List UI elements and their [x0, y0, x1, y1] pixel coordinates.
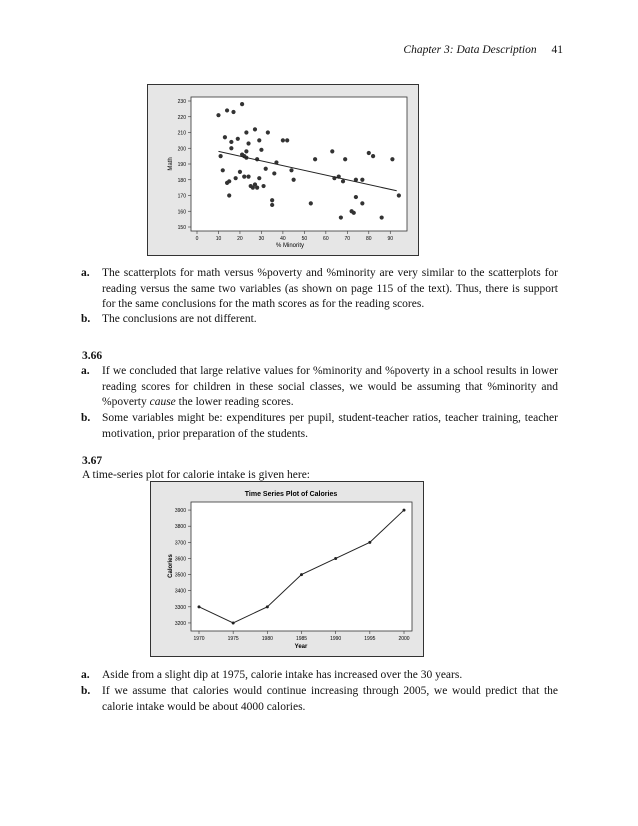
scatter-x-tick-label: 20 [237, 236, 243, 242]
chart-y-tick-label: 3800 [174, 524, 186, 531]
chapter-title: Chapter 3: Data Description [403, 44, 537, 56]
scatter-point [390, 157, 394, 161]
chart-y-tick-label: 3600 [174, 556, 186, 563]
chart-plot-area [191, 502, 412, 631]
scatter-plot-area [191, 97, 407, 231]
scatter-x-tick-label: 60 [323, 236, 329, 242]
scatter-point [266, 130, 270, 134]
scatter-point [272, 171, 276, 175]
scatter-point [227, 179, 231, 183]
scatter-point [236, 137, 240, 141]
scatter-y-tick-label: 230 [177, 99, 186, 105]
scatter-x-tick-label: 40 [280, 236, 286, 242]
scatter-point [285, 138, 289, 142]
answer-366-b-text: Some variables might be: expenditures per pupil, student-teacher ratios, teacher training, teacher motivation, prior preparation of the students. [102, 412, 558, 440]
scatter-point [225, 108, 229, 112]
answer-b-prev [81, 312, 558, 328]
chart-x-tick-label: 1985 [295, 636, 308, 642]
scatter-y-tick-label: 150 [177, 225, 186, 231]
scatter-point [339, 215, 343, 219]
scatter-point [255, 186, 259, 190]
chart-x-label: Year [294, 644, 308, 650]
chart-y-tick-label: 3200 [174, 620, 186, 627]
scatter-point [270, 198, 274, 202]
scatter-point [261, 184, 265, 188]
scatter-point [244, 130, 248, 134]
question-367-intro: A time-series plot for calorie intake is given here: [82, 469, 311, 481]
page-header [403, 44, 563, 56]
answer-366-a-label: a. [81, 365, 90, 377]
scatter-x-tick-label: 80 [366, 236, 372, 242]
chart-x-tick-label: 2000 [398, 636, 410, 642]
scatter-y-tick-label: 200 [177, 146, 186, 153]
scatter-point [309, 201, 313, 205]
scatter-point [360, 178, 364, 182]
scatter-y-tick-label: 180 [177, 177, 186, 184]
chart-data-point [198, 605, 201, 608]
chart-title: Time Series Plot of Calories [244, 491, 338, 498]
scatter-point [227, 193, 231, 197]
chart-data-point [266, 605, 269, 608]
answer-367-b-text: If we assume that calories would continue increasing through 2005, we would predict that the calorie intake would be about 4000 calories. [102, 685, 558, 713]
scatter-point [281, 138, 285, 142]
chart-x-tick-label: 1970 [193, 636, 205, 642]
scatter-point [229, 146, 233, 150]
scatter-point [270, 203, 274, 207]
question-number-366: 3.66 [82, 350, 103, 362]
scatter-point [221, 168, 225, 172]
scatter-y-tick-label: 170 [177, 193, 186, 200]
page-number: 41 [551, 44, 563, 56]
answer-367-a [81, 668, 558, 684]
scatter-x-tick-label: 10 [215, 236, 222, 242]
scatter-point [380, 215, 384, 219]
scatter-point [257, 138, 261, 142]
chart-x-tick-label: 1995 [364, 636, 376, 642]
scatter-point [257, 176, 261, 180]
scatter-y-label: Math [168, 157, 174, 171]
scatter-point [397, 193, 401, 197]
scatter-point [292, 178, 296, 182]
chart-y-label: Calories [168, 554, 174, 578]
time-series-frame [150, 481, 424, 657]
scatter-point [264, 167, 268, 171]
chart-data-point [403, 509, 406, 512]
scatter-point [341, 179, 345, 183]
question-number-367: 3.67 [82, 455, 103, 467]
scatter-plot [148, 85, 418, 255]
scatter-y-tick-label: 210 [177, 130, 186, 137]
chart-data-point [368, 541, 371, 544]
scatter-point [219, 154, 223, 158]
chart-y-tick-label: 3300 [174, 604, 186, 611]
scatter-point [360, 201, 364, 205]
answer-366-b [81, 411, 558, 442]
scatter-point [259, 148, 263, 152]
scatter-y-tick-label: 190 [177, 162, 186, 168]
answer-a-text: The scatterplots for math versus %poverty and %minority are very similar to the scatterplots for reading versus the same two variables (as shown on page 115 of the text). Thus, there is support for the same conclusions for the math scores as for the reading scores. [102, 267, 558, 310]
chart-data-point [300, 573, 303, 576]
answer-367-a-label: a. [81, 669, 90, 681]
scatter-point [234, 176, 238, 180]
scatter-x-tick-label: 50 [301, 236, 308, 242]
scatter-point [229, 140, 233, 144]
answer-367-b-label: b. [81, 685, 91, 697]
scatter-y-tick-label: 220 [177, 114, 186, 121]
answer-367-a-text: Aside from a slight dip at 1975, calorie intake has increased over the 30 years. [102, 669, 463, 681]
scatter-point [343, 157, 347, 161]
scatter-point [223, 135, 227, 139]
scatter-point [313, 157, 317, 161]
chart-y-tick-label: 3500 [174, 572, 186, 579]
answer-a-prev [81, 266, 558, 313]
scatter-point [367, 151, 371, 155]
chart-y-tick-label: 3900 [174, 508, 186, 515]
chart-data-point [334, 557, 337, 560]
chart-y-tick-label: 3400 [174, 588, 186, 595]
scatter-point [231, 110, 235, 114]
answer-366-a-text [102, 364, 558, 411]
scatter-x-label: % Minority [275, 243, 305, 249]
answer-366-a-emphasis: cause [149, 396, 176, 408]
answer-366-a-part2: the lower reading scores. [175, 396, 294, 408]
scatter-y-tick-label: 160 [177, 209, 186, 216]
scatter-point [352, 211, 356, 215]
scatter-point [253, 127, 257, 131]
chart-data-point [232, 621, 235, 624]
scatter-point [371, 154, 375, 158]
scatter-point [246, 175, 250, 179]
scatter-point [289, 168, 293, 172]
scatter-x-tick-label: 90 [387, 236, 394, 242]
time-series-chart [151, 482, 423, 656]
scatter-plot-frame [147, 84, 419, 256]
scatter-point [354, 195, 358, 199]
chart-x-tick-label: 1975 [227, 636, 239, 642]
answer-366-a-part1: If we concluded that large relative values for %minority and %poverty in a school results in lower reading scores for children in these social classes, we would be assuming that %minority and %poverty [102, 365, 558, 408]
chart-y-tick-label: 3700 [174, 540, 186, 547]
scatter-x-tick-label: 30 [258, 236, 265, 242]
scatter-point [246, 141, 250, 145]
answer-366-b-label: b. [81, 412, 91, 424]
chart-x-tick-label: 1990 [330, 636, 342, 642]
chart-x-tick-label: 1980 [261, 636, 273, 642]
answer-b-label: b. [81, 313, 91, 325]
answer-a-label: a. [81, 267, 90, 279]
answer-367-b [81, 684, 558, 715]
scatter-x-tick-label: 0 [195, 236, 199, 242]
scatter-point [238, 170, 242, 174]
scatter-point [242, 175, 246, 179]
scatter-point [244, 149, 248, 153]
answer-b-text: The conclusions are not different. [102, 313, 257, 325]
scatter-point [330, 149, 334, 153]
scatter-point [240, 102, 244, 106]
scatter-x-tick-label: 70 [344, 236, 351, 242]
scatter-point [216, 113, 220, 117]
answer-366-a [81, 364, 558, 411]
